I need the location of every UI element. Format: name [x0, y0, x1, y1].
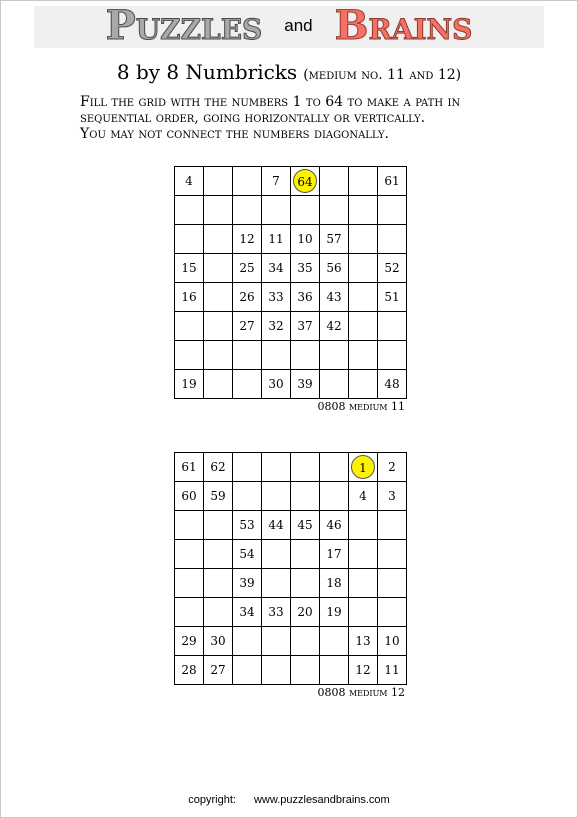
grid-cell[interactable] — [233, 598, 262, 627]
grid-cell[interactable] — [262, 341, 291, 370]
grid-row — [175, 312, 407, 341]
grid-cell[interactable] — [233, 540, 262, 569]
given-number: 12 — [239, 232, 255, 246]
given-number: 10 — [297, 232, 313, 246]
given-number: 46 — [326, 518, 342, 532]
given-number: 30 — [210, 634, 226, 648]
given-number: 33 — [268, 290, 284, 304]
grid-cell[interactable] — [320, 453, 349, 482]
given-number: 60 — [181, 489, 197, 503]
grid-cell[interactable] — [291, 569, 320, 598]
grid-cell[interactable] — [262, 598, 291, 627]
given-number: 37 — [297, 319, 313, 333]
grid-cell[interactable] — [204, 598, 233, 627]
grid-cell[interactable] — [349, 540, 378, 569]
grid-cell[interactable] — [262, 254, 291, 283]
grid-cell[interactable] — [262, 370, 291, 399]
given-number: 42 — [326, 319, 342, 333]
given-number: 17 — [326, 547, 342, 561]
puzzle-grid-12 — [174, 452, 407, 685]
grid-cell[interactable] — [378, 370, 407, 399]
grid-cell[interactable] — [320, 225, 349, 254]
given-number: 59 — [210, 489, 226, 503]
grid-cell[interactable] — [175, 569, 204, 598]
grid-cell[interactable] — [204, 167, 233, 196]
grid-cell[interactable] — [320, 627, 349, 656]
given-number: 18 — [326, 576, 342, 590]
grid-cell[interactable] — [378, 167, 407, 196]
given-number: 19 — [326, 605, 342, 619]
grid-cell[interactable] — [204, 196, 233, 225]
grid-cell[interactable] — [378, 656, 407, 685]
grid-cell[interactable] — [320, 370, 349, 399]
grid-cell[interactable] — [291, 656, 320, 685]
grid-cell[interactable] — [378, 225, 407, 254]
grid-cell[interactable] — [233, 254, 262, 283]
grid-row — [175, 511, 407, 540]
given-number: 36 — [297, 290, 313, 304]
grid-cell[interactable] — [320, 511, 349, 540]
grid-cell[interactable] — [175, 511, 204, 540]
grid-cell[interactable] — [291, 370, 320, 399]
given-number: 11 — [268, 232, 284, 246]
instruction-line: Fill the grid with the numbers 1 to 64 to make a path in — [80, 94, 461, 110]
grid-cell[interactable] — [349, 196, 378, 225]
grid-cell[interactable] — [175, 167, 204, 196]
grid-cell[interactable] — [175, 254, 204, 283]
grid-cell[interactable] — [233, 370, 262, 399]
given-number: 10 — [384, 634, 400, 648]
grid-cell[interactable] — [233, 453, 262, 482]
grid-cell[interactable] — [291, 254, 320, 283]
page-title-sub: (medium no. 11 and 12) — [303, 67, 462, 83]
grid-row — [175, 627, 407, 656]
grid-cell[interactable] — [204, 283, 233, 312]
grid-cell[interactable] — [262, 283, 291, 312]
grid-row — [175, 482, 407, 511]
site-logo — [0, 2, 578, 49]
grid-cell[interactable] — [262, 453, 291, 482]
grid-cell[interactable] — [204, 453, 233, 482]
given-number: 13 — [355, 634, 371, 648]
given-number: 27 — [239, 319, 255, 333]
given-number: 57 — [326, 232, 342, 246]
grid-cell[interactable] — [175, 482, 204, 511]
grid-cell[interactable] — [349, 511, 378, 540]
grid-cell[interactable] — [175, 627, 204, 656]
grid-cell[interactable] — [262, 656, 291, 685]
given-number: 48 — [384, 377, 400, 391]
grid-cell[interactable] — [320, 656, 349, 685]
grid-cell[interactable] — [233, 341, 262, 370]
grid-cell[interactable] — [262, 569, 291, 598]
grid-cell[interactable] — [262, 312, 291, 341]
grid-cell[interactable] — [262, 540, 291, 569]
given-number: 39 — [297, 377, 313, 391]
given-number: 51 — [384, 290, 400, 304]
grid-cell[interactable] — [378, 569, 407, 598]
given-number: 35 — [297, 261, 313, 275]
grid-cell[interactable] — [204, 225, 233, 254]
highlighted-number: 1 — [351, 455, 375, 479]
grid-cell[interactable] — [291, 341, 320, 370]
grid-cell[interactable] — [378, 254, 407, 283]
grid-cell[interactable] — [291, 511, 320, 540]
highlighted-number: 64 — [293, 169, 317, 193]
grid-cell[interactable] — [204, 312, 233, 341]
given-number: 34 — [239, 605, 255, 619]
grid-cell[interactable] — [175, 598, 204, 627]
grid-cell[interactable] — [320, 598, 349, 627]
grid-cell[interactable] — [233, 167, 262, 196]
grid-row — [175, 453, 407, 482]
grid-cell[interactable] — [291, 453, 320, 482]
grid-cell[interactable] — [378, 341, 407, 370]
given-number: 34 — [268, 261, 284, 275]
grid-cell[interactable] — [291, 167, 320, 196]
grid-cell[interactable] — [349, 453, 378, 482]
grid-cell[interactable] — [320, 254, 349, 283]
grid-cell[interactable] — [320, 569, 349, 598]
grid-cell[interactable] — [233, 656, 262, 685]
grid-row — [175, 540, 407, 569]
grid-cell[interactable] — [378, 482, 407, 511]
instructions — [80, 94, 550, 142]
grid-cell[interactable] — [349, 341, 378, 370]
grid-row — [175, 167, 407, 196]
given-number: 53 — [239, 518, 255, 532]
grid-cell[interactable] — [204, 540, 233, 569]
grid-cell[interactable] — [291, 540, 320, 569]
grid-cell[interactable] — [175, 370, 204, 399]
grid-cell[interactable] — [175, 312, 204, 341]
given-number: 3 — [388, 489, 396, 503]
given-number: 30 — [268, 377, 284, 391]
given-number: 19 — [181, 377, 197, 391]
grid-cell[interactable] — [204, 254, 233, 283]
grid-cell[interactable] — [175, 453, 204, 482]
given-number: 20 — [297, 605, 313, 619]
grid-cell[interactable] — [291, 196, 320, 225]
given-number: 4 — [359, 489, 367, 503]
grid-cell[interactable] — [204, 341, 233, 370]
grid-cell[interactable] — [204, 627, 233, 656]
given-number: 2 — [388, 460, 396, 474]
grid-cell[interactable] — [320, 312, 349, 341]
grid-row — [175, 598, 407, 627]
grid-cell[interactable] — [262, 225, 291, 254]
grid-cell[interactable] — [349, 627, 378, 656]
grid-cell[interactable] — [291, 482, 320, 511]
grid-cell[interactable] — [378, 627, 407, 656]
given-number: 43 — [326, 290, 342, 304]
grid-cell[interactable] — [175, 283, 204, 312]
grid-row — [175, 341, 407, 370]
grid-cell[interactable] — [291, 627, 320, 656]
website-link[interactable]: www.puzzlesandbrains.com — [253, 794, 390, 806]
given-number: 52 — [384, 261, 400, 275]
given-number: 54 — [239, 547, 255, 561]
given-number: 15 — [181, 261, 197, 275]
given-number: 44 — [268, 518, 284, 532]
grid-row — [175, 569, 407, 598]
grid-cell[interactable] — [175, 341, 204, 370]
grid-cell[interactable] — [233, 511, 262, 540]
given-number: 25 — [239, 261, 255, 275]
grid-cell[interactable] — [233, 225, 262, 254]
grid-cell[interactable] — [233, 569, 262, 598]
grid-cell[interactable] — [291, 283, 320, 312]
grid-cell[interactable] — [320, 540, 349, 569]
given-number: 62 — [210, 460, 226, 474]
page-title — [0, 60, 578, 84]
grid-cell[interactable] — [320, 167, 349, 196]
grid-cell[interactable] — [204, 569, 233, 598]
grid-cell[interactable] — [378, 453, 407, 482]
grid-cell[interactable] — [175, 196, 204, 225]
grid-cell[interactable] — [175, 656, 204, 685]
grid-cell[interactable] — [320, 196, 349, 225]
grid-cell[interactable] — [349, 225, 378, 254]
grid-cell[interactable] — [175, 540, 204, 569]
given-number: 12 — [355, 663, 371, 677]
logo-and-text: and — [284, 15, 313, 35]
given-number: 11 — [384, 663, 400, 677]
grid-cell[interactable] — [349, 370, 378, 399]
given-number: 61 — [384, 174, 400, 188]
grid-cell[interactable] — [349, 598, 378, 627]
given-number: 45 — [297, 518, 313, 532]
grid-cell[interactable] — [291, 312, 320, 341]
copyright-label: copyright: — [188, 794, 236, 806]
given-number: 26 — [239, 290, 255, 304]
grid-cell[interactable] — [349, 283, 378, 312]
grid-cell[interactable] — [320, 482, 349, 511]
given-number: 33 — [268, 605, 284, 619]
grid-row — [175, 196, 407, 225]
grid-cell[interactable] — [349, 312, 378, 341]
instruction-line: sequential order, going horizontally or vertically. — [80, 110, 426, 126]
grid-row — [175, 225, 407, 254]
grid-cell[interactable] — [204, 482, 233, 511]
grid-cell[interactable] — [204, 511, 233, 540]
grid-cell[interactable] — [262, 196, 291, 225]
grid-cell[interactable] — [233, 482, 262, 511]
grid-cell[interactable] — [262, 167, 291, 196]
grid-cell[interactable] — [233, 196, 262, 225]
grid-cell[interactable] — [233, 283, 262, 312]
grid-row — [175, 283, 407, 312]
grid-cell[interactable] — [349, 482, 378, 511]
grid-cell[interactable] — [262, 627, 291, 656]
grid-cell[interactable] — [349, 167, 378, 196]
puzzle-caption-11: 0808 medium 11 — [317, 400, 405, 413]
grid-cell[interactable] — [378, 283, 407, 312]
footer — [0, 794, 578, 806]
logo-puzzles-text: Puzzles — [105, 2, 263, 49]
grid-cell[interactable] — [204, 370, 233, 399]
grid-cell[interactable] — [291, 598, 320, 627]
grid-cell[interactable] — [204, 656, 233, 685]
given-number: 32 — [268, 319, 284, 333]
page-title-main: 8 by 8 Numbricks — [116, 60, 298, 84]
grid-row — [175, 656, 407, 685]
grid-cell[interactable] — [378, 196, 407, 225]
grid-cell[interactable] — [262, 511, 291, 540]
grid-cell[interactable] — [233, 312, 262, 341]
given-number: 27 — [210, 663, 226, 677]
grid-cell[interactable] — [349, 569, 378, 598]
given-number: 29 — [181, 634, 197, 648]
grid-cell[interactable] — [378, 598, 407, 627]
given-number: 16 — [181, 290, 197, 304]
puzzle-caption-12: 0808 medium 12 — [317, 686, 405, 699]
given-number: 61 — [181, 460, 197, 474]
grid-cell[interactable] — [320, 283, 349, 312]
grid-cell[interactable] — [349, 656, 378, 685]
grid-cell[interactable] — [291, 225, 320, 254]
given-number: 56 — [326, 261, 342, 275]
puzzle-grid-11 — [174, 166, 407, 399]
grid-cell[interactable] — [378, 312, 407, 341]
grid-cell[interactable] — [378, 511, 407, 540]
grid-cell[interactable] — [175, 225, 204, 254]
given-number: 4 — [185, 174, 193, 188]
given-number: 28 — [181, 663, 197, 677]
given-number: 7 — [272, 174, 280, 188]
instruction-line: You may not connect the numbers diagonally. — [80, 126, 389, 142]
given-number: 39 — [239, 576, 255, 590]
grid-row — [175, 370, 407, 399]
grid-cell[interactable] — [349, 254, 378, 283]
grid-cell[interactable] — [320, 341, 349, 370]
grid-cell[interactable] — [378, 540, 407, 569]
logo-brains-text: Brains — [334, 2, 473, 49]
grid-row — [175, 254, 407, 283]
grid-cell[interactable] — [262, 482, 291, 511]
grid-cell[interactable] — [233, 627, 262, 656]
